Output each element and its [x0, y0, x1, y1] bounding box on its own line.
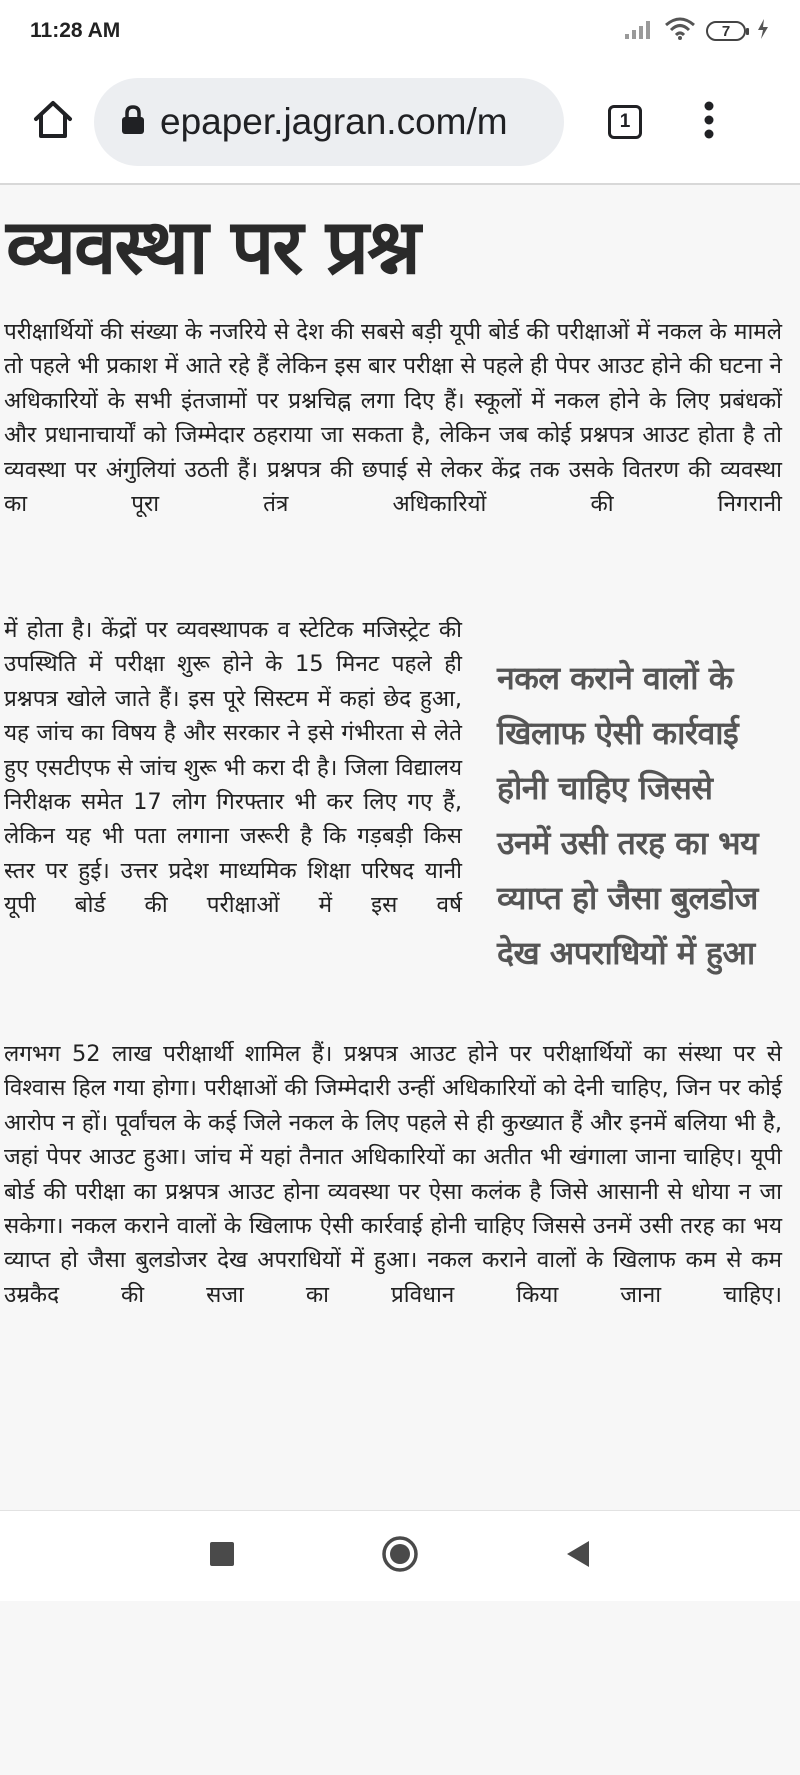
article-paragraph-top: परीक्षार्थियों की संख्या के नजरिये से देश की सबसे बड़ी यूपी बोर्ड की परीक्षाओं में नकल के मामले तो पहले भी प्रकाश में आते रहे हैं लेकिन इस बार परीक्षा से पहले ही पेपर आउट होने की घटना ने अधिकारियों के सभी इंतजामों पर प्रश्नचिह्न लगा दिए हैं। स्कूलों में नकल होने के लिए प्रबंधकों और प्रधानाचार्यों को जिम्मेदार ठहराया जा सकता है, लेकिन जब कोई प्रश्नपत्र आउट होता है तो व्यवस्था पर अंगुलियां उठती हैं। प्रश्नपत्र की छपाई से लेकर केंद्र तक उसके वितरण की व्यवस्था का पूरा तंत्र अधिकारियों की निगरानी: [4, 319, 782, 518]
tabs-button[interactable]: [590, 87, 660, 157]
pull-quote-line: खिलाफ ऐसी कार्रवाई: [497, 714, 739, 752]
back-triangle-icon: [564, 1539, 592, 1573]
signal-icon: [624, 18, 654, 44]
browser-toolbar: [0, 62, 800, 182]
system-nav-bar: [0, 1510, 800, 1601]
status-bar: [0, 0, 800, 62]
tab-count: 1: [619, 111, 631, 132]
recents-button[interactable]: [192, 1526, 252, 1586]
recents-square-icon: [209, 1541, 235, 1571]
pull-quote-line: नकल कराने वालों के: [497, 659, 733, 697]
status-time: 11:28 AM: [30, 19, 121, 42]
article-paragraph-column: में होता है। केंद्रों पर व्यवस्थापक व स्टेटिक मजिस्ट्रेट की उपस्थिति में परीक्षा शुरू होने के 15 मिनट पहले ही प्रश्नपत्र खोले जाते हैं। इस पूरे सिस्टम में कहां छेद हुआ, यह जांच का विषय है और सरकार ने इसे गंभीरता से लेते हुए एसटीएफ से जांच शुरू भी करा दी है। जिला विद्यालय निरीक्षक समेत 17 लोग गिरफ्तार भी कर लिए गए हैं, लेकिन यह भी पता लगाना जरूरी है कि गड़बड़ी किस स्तर पर हुई। उत्तर प्रदेश माध्यमिक शिक्षा परिषद यानी यूपी बोर्ड की परीक्षाओं में इस वर्ष: [4, 617, 462, 919]
wifi-icon: [664, 17, 696, 45]
charging-icon: [756, 18, 770, 44]
home-icon: [31, 98, 75, 146]
home-button[interactable]: [18, 87, 88, 157]
battery-icon: [706, 21, 746, 41]
address-bar[interactable]: [94, 78, 564, 166]
pull-quote-line: उनमें उसी तरह का भय: [497, 824, 759, 862]
home-nav-button[interactable]: [370, 1526, 430, 1586]
pull-quote-line: व्याप्त हो जैसा बुलडोज: [497, 879, 758, 917]
url-text: epaper.jagran.com/m: [160, 101, 508, 142]
pull-quote-line: देख अपराधियों में हुआ: [497, 934, 755, 972]
status-icons: [624, 17, 770, 45]
back-button[interactable]: [548, 1526, 608, 1586]
pull-quote: [497, 651, 793, 981]
more-menu-button[interactable]: [674, 87, 744, 157]
more-vert-icon: [703, 100, 715, 144]
pull-quote-line: होनी चाहिए जिससे: [497, 769, 713, 807]
home-circle-icon: [381, 1535, 419, 1577]
battery-level: 7: [721, 22, 731, 40]
article-paragraph-bottom: लगभग 52 लाख परीक्षार्थी शामिल हैं। प्रश्नपत्र आउट होने पर परीक्षार्थियों का संस्था पर से विश्वास हिल गया होगा। परीक्षाओं की जिम्मेदारी उन्हीं अधिकारियों को देनी चाहिए, जिन पर कोई आरोप न हों। पूर्वांचल के कई जिले नकल के लिए पहले से ही कुख्यात हैं और इनमें बलिया भी है, जहां पेपर आउट हुआ। जांच में यहां तैनात अधिकारियों का अतीत भी खंगाला जाना चाहिए। यूपी बोर्ड की परीक्षा का प्रश्नपत्र आउट होना व्यवस्था पर ऐसा कलंक है जिसे आसानी से धोया न जा सकेगा। नकल कराने वालों के खिलाफ ऐसी कार्रवाई होनी चाहिए जिससे उनमें उसी तरह का भय व्याप्त हो जैसा बुलडोजर देख अपराधियों में हुआ। नकल कराने वालों के खिलाफ कम से कम उम्रकैद की सजा का प्रविधान किया जाना चाहिए।: [4, 1041, 782, 1308]
lock-icon: [120, 104, 146, 140]
article-headline: व्यवस्था पर प्रश्न: [6, 202, 419, 291]
tabs-icon: [608, 105, 642, 139]
